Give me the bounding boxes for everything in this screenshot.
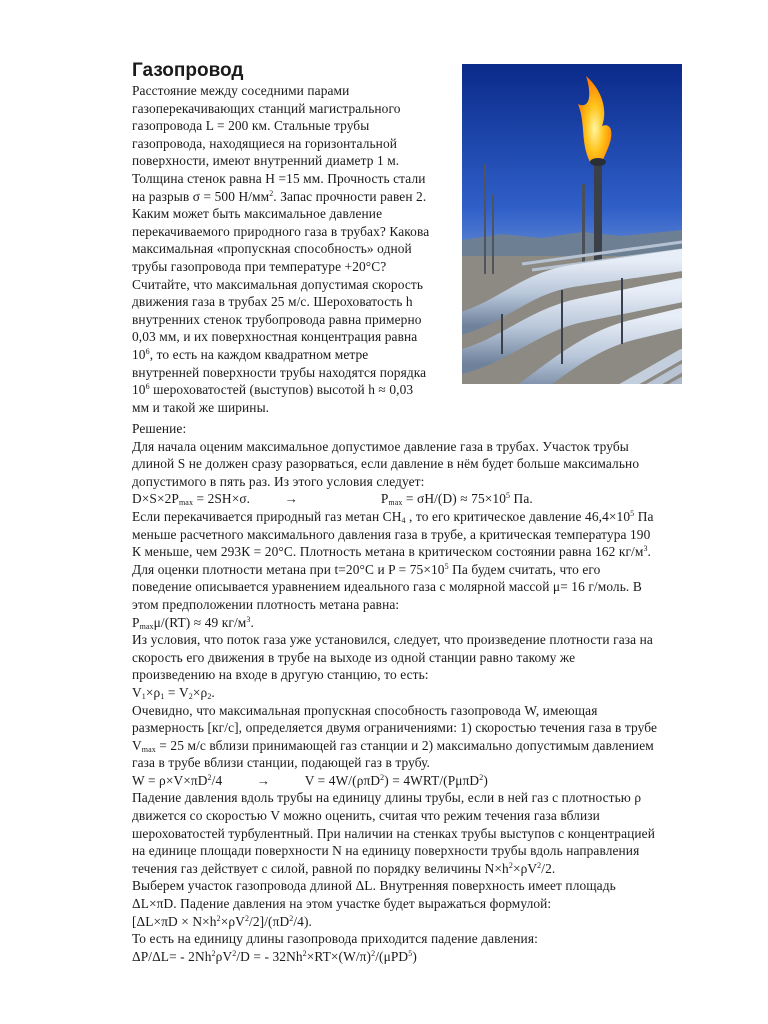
solution-text-line: $\Delta P/\Delta L= - 2Nh^2\rho V^2/D$ = - $32Nh^2\times RT\times(W/\pi)^2/(\mu PD^5)$ (132, 948, 417, 964)
solution-text-line: скорость его движения в трубе на выходе из одной станции равно такому же (132, 649, 576, 665)
solution-text-line: $[\Delta L\times\pi D \times N\times h^2\times\rho V^2/2]/(\pi D^2/4)$. (132, 913, 312, 929)
problem-text-line: внутренних стенок трубопровода равна примерно (132, 311, 422, 327)
solution-text-line: течения газ действует с силой, равной по порядку величины $N\times h^2\times\rho V^2/2$. (132, 860, 556, 876)
solution-text-line: ΔL×πD. Падение давления на этом участке будет выражаться формулой: (132, 896, 552, 912)
solution-text-line: То есть на единицу длины газопровода приходится падение давления: (132, 931, 538, 947)
solution-text-line: газа в трубе вблизи станции, подающей газ в трубу. (132, 755, 431, 771)
problem-statement (132, 82, 462, 416)
problem-text-line: трубы газопровода при температуре +20°С? (132, 258, 387, 274)
solution-section (132, 420, 692, 965)
solution-text-line: на единице площади поверхности N на единицу поверхности трубы вдоль направления (132, 843, 640, 859)
solution-text-line: длиной S не должен сразу разорваться, если давление в нём будет больше максимально (132, 456, 640, 472)
solution-text-line: Очевидно, что максимальная пропускная способность газопровода W, имеющая (132, 702, 598, 718)
problem-text-line: максимальная «пропускная способность» одной (132, 241, 412, 257)
problem-text-line: газопровода L = 200 км. Стальные трубы (132, 118, 370, 134)
solution-text-line: $V_{max} = 25$ м/с вблизи принимающей газ станции и 2) максимально допустимым давлением (132, 737, 654, 754)
solution-text-line: шероховатостей турбулентный. При наличии на стенках трубы выступов с концентрацией (132, 825, 655, 841)
problem-text-line: $10^6$ шероховатостей (выступов) высотой h ≈ 0,03 (132, 382, 414, 398)
problem-text-line: внутренней поверхности трубы находятся порядка (132, 364, 427, 380)
solution-text-line: $W = \rho\times V\times\pi D^2/4$ → V = 4W/(ρπD$^2$) = 4WRT/(PμπD$^2$) (132, 772, 488, 788)
solution-text-line: Для оценки плотности метана при t=20°С и $P = 75\times 10^5$ Па будем считать, что его (132, 561, 601, 577)
page-title: Газопровод (132, 60, 244, 81)
problem-text-line: Считайте, что максимальная допустимая скорость (132, 276, 424, 292)
solution-text-line: произведению на входе в другую станцию, то есть: (132, 667, 429, 683)
problem-text-line: газопровода, находящиеся на горизонтальной (132, 135, 398, 151)
solution-text-line: $P_{max}\mu/(RT) \approx 49$ $кг/м^3$. (132, 614, 254, 631)
solution-text-line: К меньше, чем 293К = 20°С. Плотность метана в критическом состоянии равна 162 $кг/м^3$. (132, 544, 651, 560)
problem-text-line: $10^6$, то есть на каждом квадратном метре (132, 346, 369, 362)
problem-text-line: Толщина стенок равна H =15 мм. Прочность стали (132, 170, 426, 186)
solution-text-line: движется со скоростью V можно оценить, считая что режим течения газа вблизи (132, 808, 600, 824)
solution-text-line: поведение описывается уравнением идеального газа с молярной массой μ= 16 г/моль. В (132, 579, 642, 595)
problem-text-line: 0,03 мм, и их поверхностная концентрация равна (132, 329, 418, 345)
solution-text-line: $V_1\times\rho_1 = V_2\times\rho_2$. (132, 684, 215, 701)
solution-text-line: Если перекачивается природный газ метан $CH_4$ , то его критическое давление $46,4\times 10^5$ Па (132, 508, 654, 525)
pipeline-photo (462, 64, 682, 384)
solution-text-line: Для начала оценим максимальное допустимое давление газа в трубах. Участок трубы (132, 438, 629, 454)
solution-text-line: $D\times S\times 2P_{max} = 2SH\times\sigma$. → $P_{max} = \sigma H/(D) \approx 75\times 10^5$ Па. (132, 491, 533, 508)
problem-text-line: мм и такой же ширины. (132, 399, 270, 415)
problem-text-line: на разрыв σ = 500 $Н/мм^2$. Запас прочности равен 2. (132, 188, 427, 204)
problem-text-line: Расстояние между соседними парами (132, 83, 350, 98)
problem-text-line: Каким может быть максимальное давление (132, 206, 383, 222)
problem-text-line: перекачиваемого природного газа в трубах? Какова (132, 223, 430, 239)
solution-text-line: Выберем участок газопровода длиной ΔL. Внутренняя поверхность имеет площадь (132, 878, 616, 894)
problem-text-line: поверхности, имеют внутренний диаметр 1 м. (132, 153, 400, 169)
solution-text-line: допустимого в пять раз. Из этого условия следует: (132, 473, 425, 489)
solution-text-line: Решение: (132, 421, 187, 436)
solution-text-line: меньше расчетного максимального давления газа в трубе, а критическая температура 190 (132, 526, 651, 542)
solution-text-line: Падение давления вдоль трубы на единицу длины трубы, если в ней газ с плотностью ρ (132, 790, 642, 806)
solution-text-line: размерность [кг/с], определяется двумя ограничениями: 1) скоростью течения газа в трубе (132, 720, 658, 736)
solution-text-line: этом предположении плотность метана равна: (132, 596, 400, 612)
solution-text-line: Из условия, что поток газа уже установился, следует, что произведение плотности газа на (132, 632, 653, 648)
problem-text-line: движения газа в трубах 25 м/с. Шероховатость h (132, 294, 413, 310)
problem-text-line: газоперекачивающих станций магистрального (132, 100, 401, 116)
